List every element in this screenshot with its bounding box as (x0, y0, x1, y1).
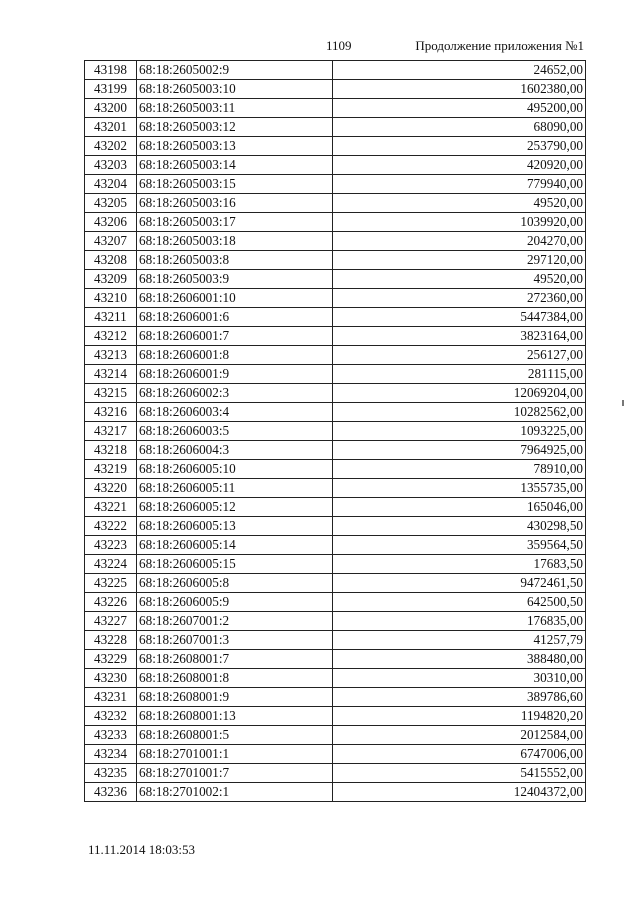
row-number-cell: 43207 (85, 232, 137, 251)
cadastral-value-table (84, 60, 586, 802)
table-row (85, 422, 586, 441)
row-number-cell: 43203 (85, 156, 137, 175)
table-row (85, 555, 586, 574)
table-row (85, 365, 586, 384)
value-cell: 5415552,00 (333, 764, 586, 783)
cadastral-number-cell: 68:18:2606005:9 (137, 593, 333, 612)
table-row (85, 650, 586, 669)
value-cell: 49520,00 (333, 270, 586, 289)
scan-artifact (622, 400, 624, 406)
value-cell: 3823164,00 (333, 327, 586, 346)
row-number-cell: 43215 (85, 384, 137, 403)
row-number-cell: 43199 (85, 80, 137, 99)
cadastral-number-cell: 68:18:2605003:14 (137, 156, 333, 175)
cadastral-number-cell: 68:18:2608001:13 (137, 707, 333, 726)
cadastral-number-cell: 68:18:2605003:15 (137, 175, 333, 194)
row-number-cell: 43232 (85, 707, 137, 726)
row-number-cell: 43205 (85, 194, 137, 213)
value-cell: 253790,00 (333, 137, 586, 156)
table-row (85, 61, 586, 80)
row-number-cell: 43236 (85, 783, 137, 802)
value-cell: 10282562,00 (333, 403, 586, 422)
cadastral-number-cell: 68:18:2608001:7 (137, 650, 333, 669)
row-number-cell: 43213 (85, 346, 137, 365)
cadastral-number-cell: 68:18:2606003:4 (137, 403, 333, 422)
cadastral-number-cell: 68:18:2605003:9 (137, 270, 333, 289)
row-number-cell: 43225 (85, 574, 137, 593)
cadastral-number-cell: 68:18:2605003:18 (137, 232, 333, 251)
cadastral-number-cell: 68:18:2608001:8 (137, 669, 333, 688)
table-row (85, 327, 586, 346)
cadastral-number-cell: 68:18:2606001:8 (137, 346, 333, 365)
table-row (85, 479, 586, 498)
row-number-cell: 43229 (85, 650, 137, 669)
table-row (85, 707, 586, 726)
table-row (85, 574, 586, 593)
cadastral-number-cell: 68:18:2606005:15 (137, 555, 333, 574)
row-number-cell: 43220 (85, 479, 137, 498)
value-cell: 49520,00 (333, 194, 586, 213)
value-cell: 2012584,00 (333, 726, 586, 745)
table-row (85, 403, 586, 422)
cadastral-number-cell: 68:18:2606002:3 (137, 384, 333, 403)
cadastral-number-cell: 68:18:2606003:5 (137, 422, 333, 441)
table-row (85, 688, 586, 707)
cadastral-number-cell: 68:18:2605003:17 (137, 213, 333, 232)
value-cell: 1355735,00 (333, 479, 586, 498)
row-number-cell: 43218 (85, 441, 137, 460)
row-number-cell: 43234 (85, 745, 137, 764)
table-row (85, 80, 586, 99)
cadastral-number-cell: 68:18:2606005:11 (137, 479, 333, 498)
table-row (85, 384, 586, 403)
cadastral-number-cell: 68:18:2701002:1 (137, 783, 333, 802)
cadastral-number-cell: 68:18:2701001:7 (137, 764, 333, 783)
table-row (85, 99, 586, 118)
cadastral-number-cell: 68:18:2605003:11 (137, 99, 333, 118)
row-number-cell: 43223 (85, 536, 137, 555)
value-cell: 9472461,50 (333, 574, 586, 593)
cadastral-number-cell: 68:18:2605003:10 (137, 80, 333, 99)
row-number-cell: 43216 (85, 403, 137, 422)
table-row (85, 745, 586, 764)
table-row (85, 346, 586, 365)
value-cell: 256127,00 (333, 346, 586, 365)
value-cell: 430298,50 (333, 517, 586, 536)
row-number-cell: 43233 (85, 726, 137, 745)
table-body (85, 61, 586, 802)
cadastral-number-cell: 68:18:2606005:10 (137, 460, 333, 479)
row-number-cell: 43212 (85, 327, 137, 346)
cadastral-number-cell: 68:18:2606001:10 (137, 289, 333, 308)
value-cell: 779940,00 (333, 175, 586, 194)
table-row (85, 783, 586, 802)
row-number-cell: 43219 (85, 460, 137, 479)
table-row (85, 270, 586, 289)
table-row (85, 517, 586, 536)
page-number: 1109 (326, 38, 352, 53)
table-row (85, 593, 586, 612)
value-cell: 1602380,00 (333, 80, 586, 99)
table-row (85, 764, 586, 783)
row-number-cell: 43200 (85, 99, 137, 118)
value-cell: 272360,00 (333, 289, 586, 308)
table-row (85, 460, 586, 479)
value-cell: 30310,00 (333, 669, 586, 688)
continuation-note: Продолжение приложения №1 (415, 38, 584, 53)
value-cell: 281115,00 (333, 365, 586, 384)
row-number-cell: 43228 (85, 631, 137, 650)
cadastral-number-cell: 68:18:2607001:3 (137, 631, 333, 650)
value-cell: 12069204,00 (333, 384, 586, 403)
row-number-cell: 43217 (85, 422, 137, 441)
row-number-cell: 43206 (85, 213, 137, 232)
cadastral-number-cell: 68:18:2605003:12 (137, 118, 333, 137)
row-number-cell: 43221 (85, 498, 137, 517)
row-number-cell: 43209 (85, 270, 137, 289)
cadastral-number-cell: 68:18:2606001:7 (137, 327, 333, 346)
row-number-cell: 43211 (85, 308, 137, 327)
cadastral-number-cell: 68:18:2608001:9 (137, 688, 333, 707)
row-number-cell: 43224 (85, 555, 137, 574)
table-row (85, 137, 586, 156)
value-cell: 5447384,00 (333, 308, 586, 327)
value-cell: 176835,00 (333, 612, 586, 631)
row-number-cell: 43227 (85, 612, 137, 631)
table-row (85, 118, 586, 137)
cadastral-number-cell: 68:18:2607001:2 (137, 612, 333, 631)
table-row (85, 726, 586, 745)
table-row (85, 156, 586, 175)
table-row (85, 669, 586, 688)
row-number-cell: 43226 (85, 593, 137, 612)
row-number-cell: 43210 (85, 289, 137, 308)
row-number-cell: 43204 (85, 175, 137, 194)
value-cell: 1093225,00 (333, 422, 586, 441)
cadastral-number-cell: 68:18:2606005:14 (137, 536, 333, 555)
value-cell: 495200,00 (333, 99, 586, 118)
table-row (85, 175, 586, 194)
value-cell: 165046,00 (333, 498, 586, 517)
table-row (85, 631, 586, 650)
value-cell: 204270,00 (333, 232, 586, 251)
value-cell: 297120,00 (333, 251, 586, 270)
value-cell: 12404372,00 (333, 783, 586, 802)
cadastral-number-cell: 68:18:2608001:5 (137, 726, 333, 745)
value-cell: 78910,00 (333, 460, 586, 479)
row-number-cell: 43202 (85, 137, 137, 156)
row-number-cell: 43222 (85, 517, 137, 536)
row-number-cell: 43198 (85, 61, 137, 80)
cadastral-number-cell: 68:18:2605003:16 (137, 194, 333, 213)
value-cell: 1194820,20 (333, 707, 586, 726)
value-cell: 6747006,00 (333, 745, 586, 764)
value-cell: 359564,50 (333, 536, 586, 555)
value-cell: 68090,00 (333, 118, 586, 137)
table-row (85, 251, 586, 270)
value-cell: 24652,00 (333, 61, 586, 80)
cadastral-number-cell: 68:18:2606005:8 (137, 574, 333, 593)
cadastral-number-cell: 68:18:2606001:9 (137, 365, 333, 384)
row-number-cell: 43230 (85, 669, 137, 688)
table-row (85, 536, 586, 555)
cadastral-number-cell: 68:18:2606001:6 (137, 308, 333, 327)
table-row (85, 194, 586, 213)
cadastral-number-cell: 68:18:2606004:3 (137, 441, 333, 460)
value-cell: 388480,00 (333, 650, 586, 669)
row-number-cell: 43201 (85, 118, 137, 137)
cadastral-number-cell: 68:18:2605003:13 (137, 137, 333, 156)
cadastral-number-cell: 68:18:2605002:9 (137, 61, 333, 80)
cadastral-number-cell: 68:18:2606005:12 (137, 498, 333, 517)
value-cell: 7964925,00 (333, 441, 586, 460)
value-cell: 41257,79 (333, 631, 586, 650)
row-number-cell: 43231 (85, 688, 137, 707)
value-cell: 17683,50 (333, 555, 586, 574)
row-number-cell: 43214 (85, 365, 137, 384)
cadastral-number-cell: 68:18:2605003:8 (137, 251, 333, 270)
value-cell: 642500,50 (333, 593, 586, 612)
table-row (85, 441, 586, 460)
value-cell: 389786,60 (333, 688, 586, 707)
table-row (85, 612, 586, 631)
table-row (85, 213, 586, 232)
row-number-cell: 43208 (85, 251, 137, 270)
value-cell: 420920,00 (333, 156, 586, 175)
table-row (85, 308, 586, 327)
cadastral-number-cell: 68:18:2606005:13 (137, 517, 333, 536)
cadastral-number-cell: 68:18:2701001:1 (137, 745, 333, 764)
table-row (85, 289, 586, 308)
table-row (85, 232, 586, 251)
row-number-cell: 43235 (85, 764, 137, 783)
table-row (85, 498, 586, 517)
value-cell: 1039920,00 (333, 213, 586, 232)
print-timestamp: 11.11.2014 18:03:53 (88, 842, 196, 857)
